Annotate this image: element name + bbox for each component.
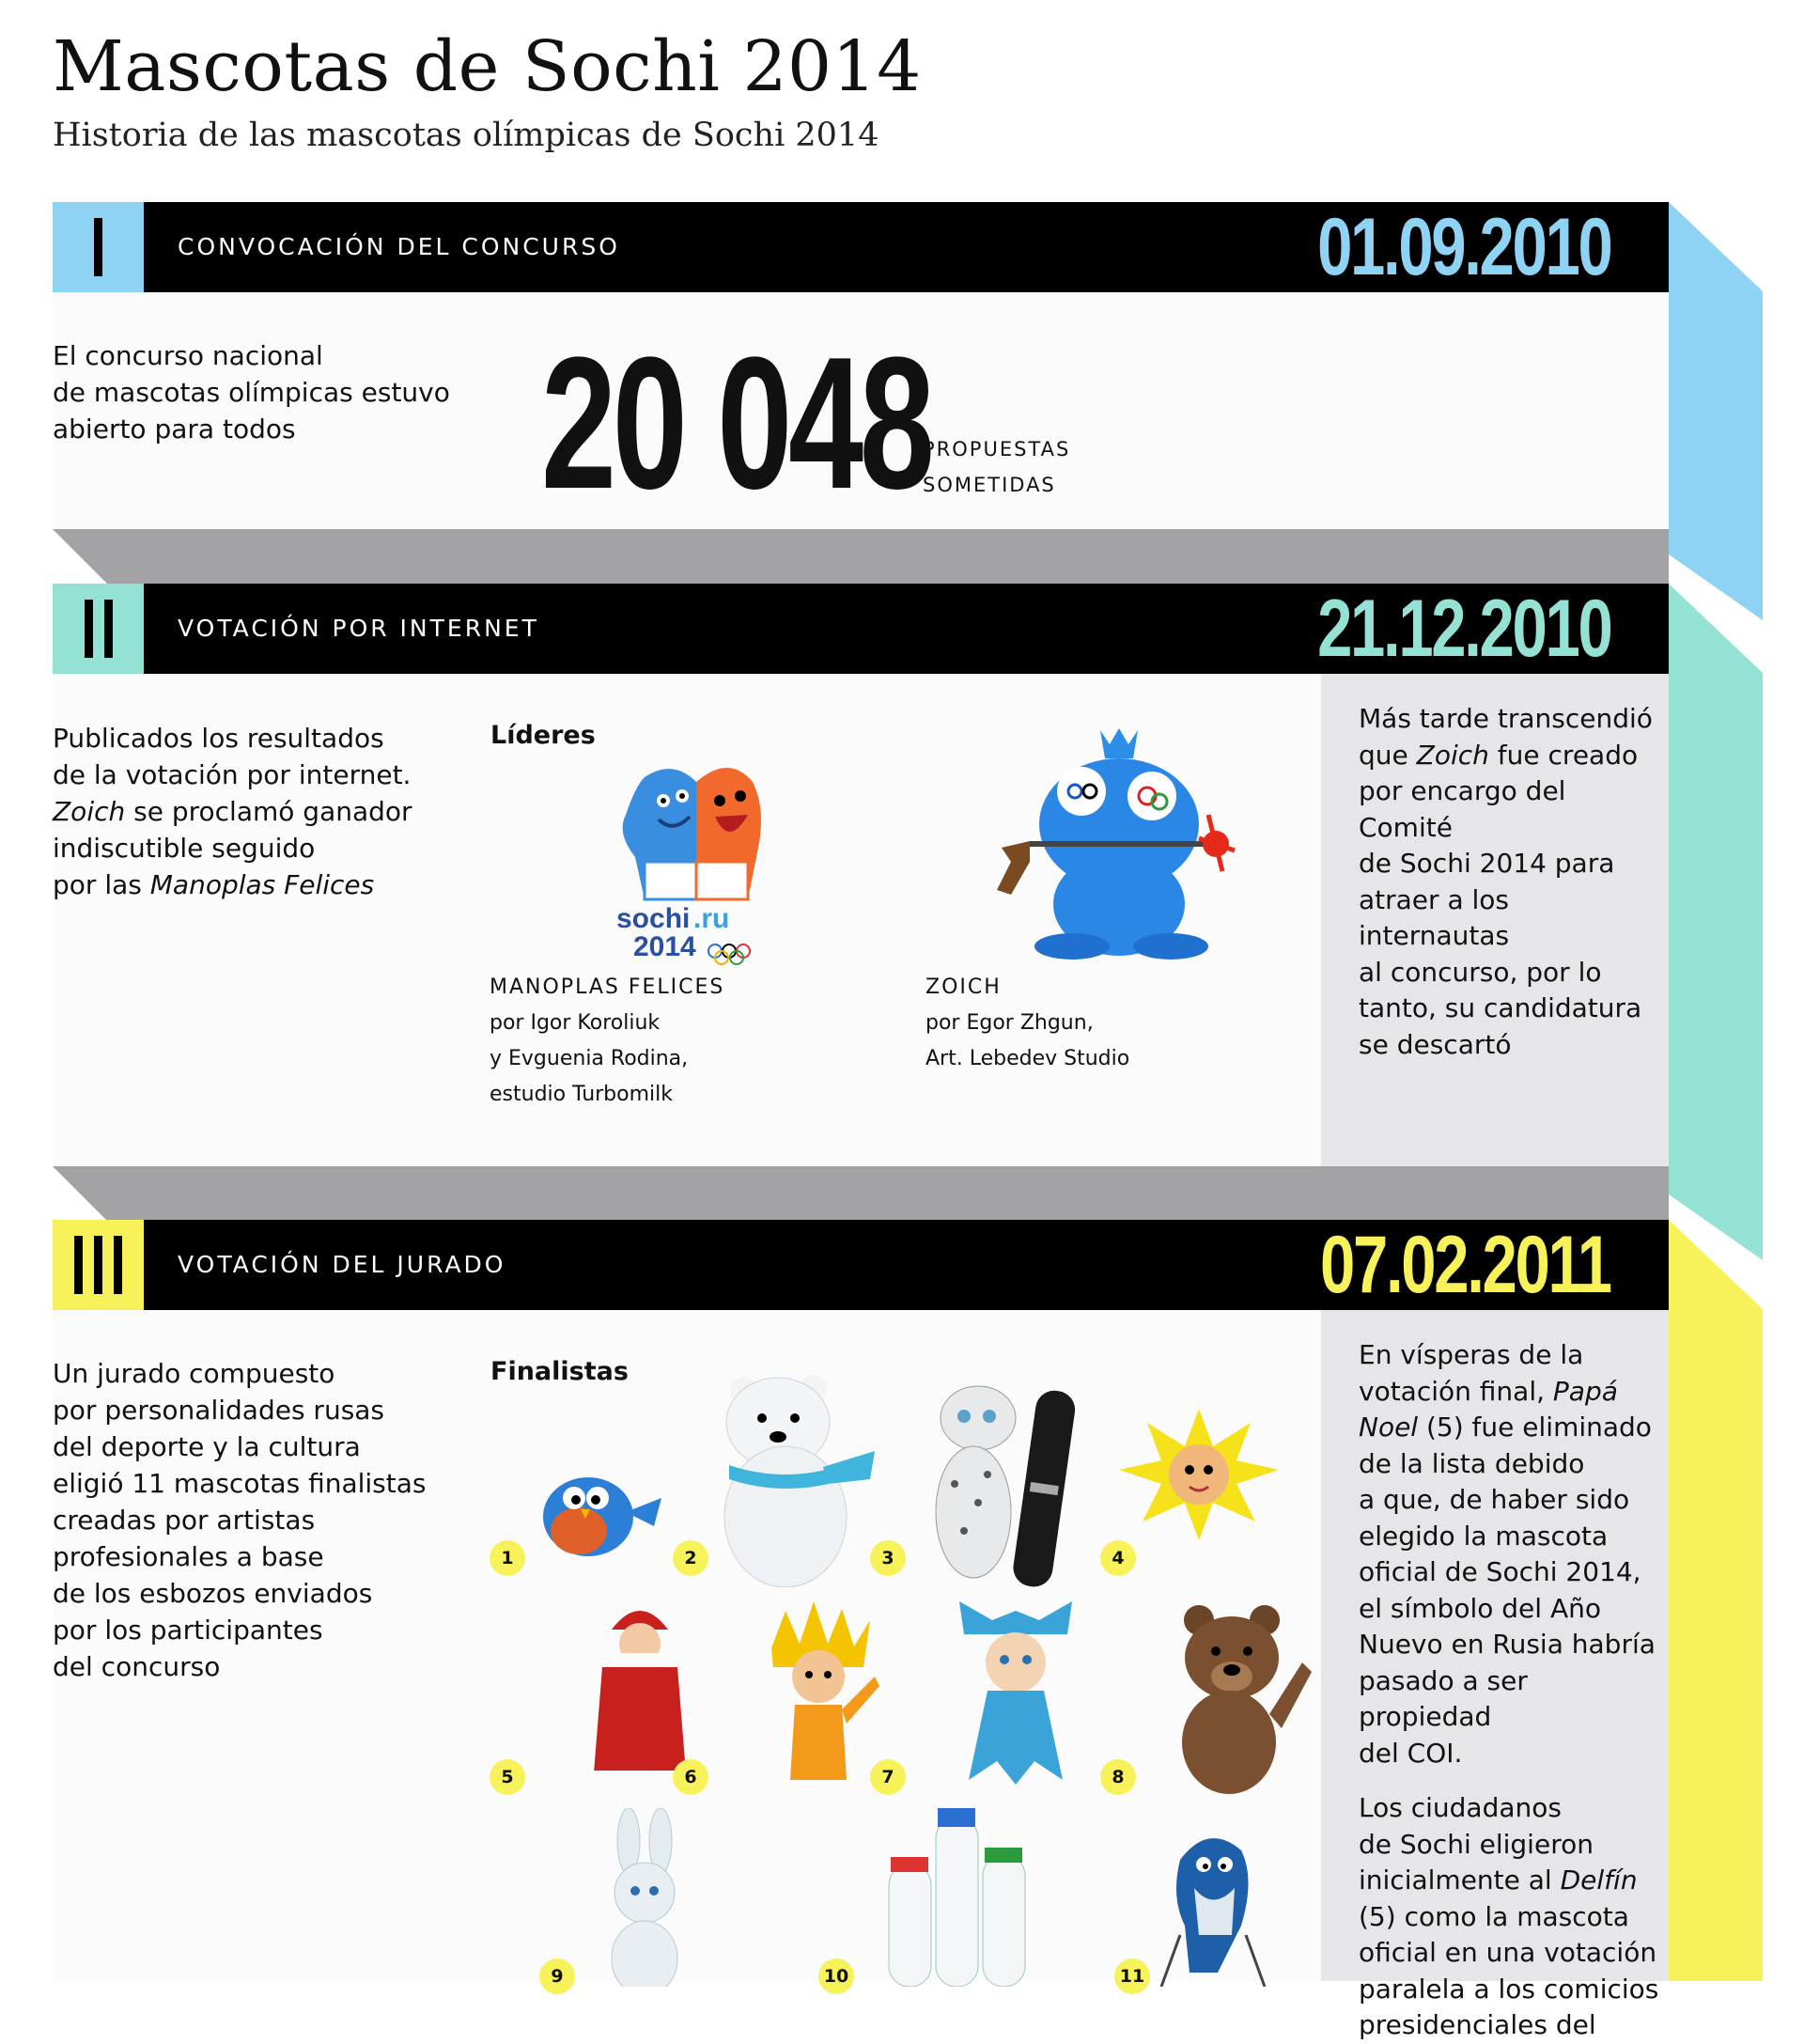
santa-note-text: En vísperas de la votación final, Papá Noel (5) fue eliminado de la lista debido a que, de haber sido elegido la mascota oficial de Sochi 2014, el símbolo del Año Nuevo en Rusia habría pasado a ser propiedad del COI. <box>1359 1339 1656 1769</box>
finalist-badge: 9 <box>539 1958 575 1994</box>
stage-2-note <box>1321 674 1669 1166</box>
stage-1-ribbon-shape <box>1669 202 1763 620</box>
leader-1-caption: MANOPLAS FELICES por Igor Koroliuk y Evguenia Rodina, estudio Turbomilk <box>490 975 725 1106</box>
stage-2-title: VOTACIÓN POR INTERNET <box>178 615 539 642</box>
finalist-badge: 8 <box>1100 1759 1136 1795</box>
stage-3-ribbon-shape <box>1669 1220 1763 1981</box>
stage-2-numeral <box>53 584 144 674</box>
finalist-4-sun-image <box>1114 1404 1283 1545</box>
stage-1-numeral <box>53 202 144 292</box>
stage-2-3-connector <box>53 1166 1669 1221</box>
stage-2-description: Publicados los resultados de la votación por internet. Zoich se proclamó ganador indiscutible seguido por las Manoplas Felices <box>53 723 412 900</box>
stage-1-2-connector <box>53 529 1669 584</box>
stage-3-note <box>1321 1310 1669 2040</box>
page-subtitle: Historia de las mascotas olímpicas de Sochi 2014 <box>53 117 879 154</box>
finalist-2-polar-bear-image <box>710 1362 879 1587</box>
finalist-badge: 6 <box>673 1759 708 1795</box>
finalist-5-santa-claus-image <box>579 1592 701 1789</box>
finalist-11-dolphin-image <box>1152 1822 1274 1987</box>
stage-2-date: 21.12.2010 <box>1316 584 1610 674</box>
stage-3-side-ribbon <box>1669 1220 1763 1981</box>
stage-2-body <box>53 674 1669 1166</box>
stage-3-numeral <box>53 1220 144 1310</box>
finalist-7-snowflake-image <box>950 1592 1081 1789</box>
leaders-heading: Líderes <box>490 721 596 750</box>
finalist-badge: 5 <box>490 1759 525 1795</box>
stage-3-description: Un jurado compuesto por personalidades rusas del deporte y la cultura eligió 11 mascotas finalistas creadas por artistas profesionales a base de los esbozos enviados por los participantes del concurso <box>53 1358 427 1682</box>
stage-3-date: 07.02.2011 <box>1320 1220 1610 1310</box>
submissions-label: PROPUESTAS SOMETIDAS <box>923 438 1071 496</box>
finalist-9-hare-image <box>593 1808 696 1987</box>
finalist-badge: 1 <box>490 1540 525 1576</box>
stage-1-title: CONVOCACIÓN DEL CONCURSO <box>178 233 620 260</box>
happy-mittens-mascot-image <box>607 758 785 975</box>
dolphin-note-text: Los ciudadanos de Sochi eligieron inicialmente al Delfín (5) como la mascota oficial en una votación paralela a los comicios presidenciales del <box>1359 1792 1659 2040</box>
finalist-badge: 10 <box>818 1958 854 1994</box>
stage-3-header <box>53 1220 1669 1310</box>
finalist-8-brown-bear-image <box>1171 1597 1312 1794</box>
stage-1-body <box>53 292 1669 529</box>
stage-2-ribbon-shape <box>1669 584 1763 1260</box>
submissions-count: 20 048 <box>541 319 931 528</box>
finalist-badge: 3 <box>870 1540 906 1576</box>
page-title: Mascotas de Sochi 2014 <box>53 26 922 107</box>
stage-3-body <box>53 1310 1669 2040</box>
leader-2-caption: ZOICH por Egor Zhgun, Art. Lebedev Studio <box>925 975 1130 1070</box>
zoich-note-text: Más tarde transcendió que Zoich fue creado por encargo del Comité de Sochi 2014 para atraer a los internautas al concurso, por lo tanto, su candidatura se descartó <box>1359 703 1653 1060</box>
stage-3-title: VOTACIÓN DEL JURADO <box>178 1251 506 1278</box>
svg-text:.ru: .ru <box>693 903 730 934</box>
finalist-badge: 11 <box>1114 1958 1150 1994</box>
finalist-3-snow-leopard-image <box>912 1371 1081 1587</box>
finalist-6-ray-of-light-image <box>753 1601 884 1799</box>
finalist-1-bird-image <box>522 1451 663 1573</box>
stage-2-header <box>53 584 1669 674</box>
svg-text:2014: 2014 <box>633 931 696 962</box>
stage-1-side-ribbon <box>1669 202 1763 620</box>
finalist-badge: 4 <box>1100 1540 1136 1576</box>
stage-1-header <box>53 202 1669 292</box>
finalist-10-matryoshka-image <box>870 1808 1039 1987</box>
stage-2-side-ribbon <box>1669 584 1763 1260</box>
finalist-badge: 7 <box>870 1759 906 1795</box>
stage-1-description: El concurso nacional de mascotas olímpicas estuvo abierto para todos <box>53 340 450 445</box>
stage-1-date: 01.09.2010 <box>1316 202 1610 292</box>
zoich-frog-mascot-image <box>992 721 1255 965</box>
finalists-heading: Finalistas <box>490 1357 629 1386</box>
svg-text:sochi: sochi <box>616 903 691 934</box>
finalist-badge: 2 <box>673 1540 708 1576</box>
